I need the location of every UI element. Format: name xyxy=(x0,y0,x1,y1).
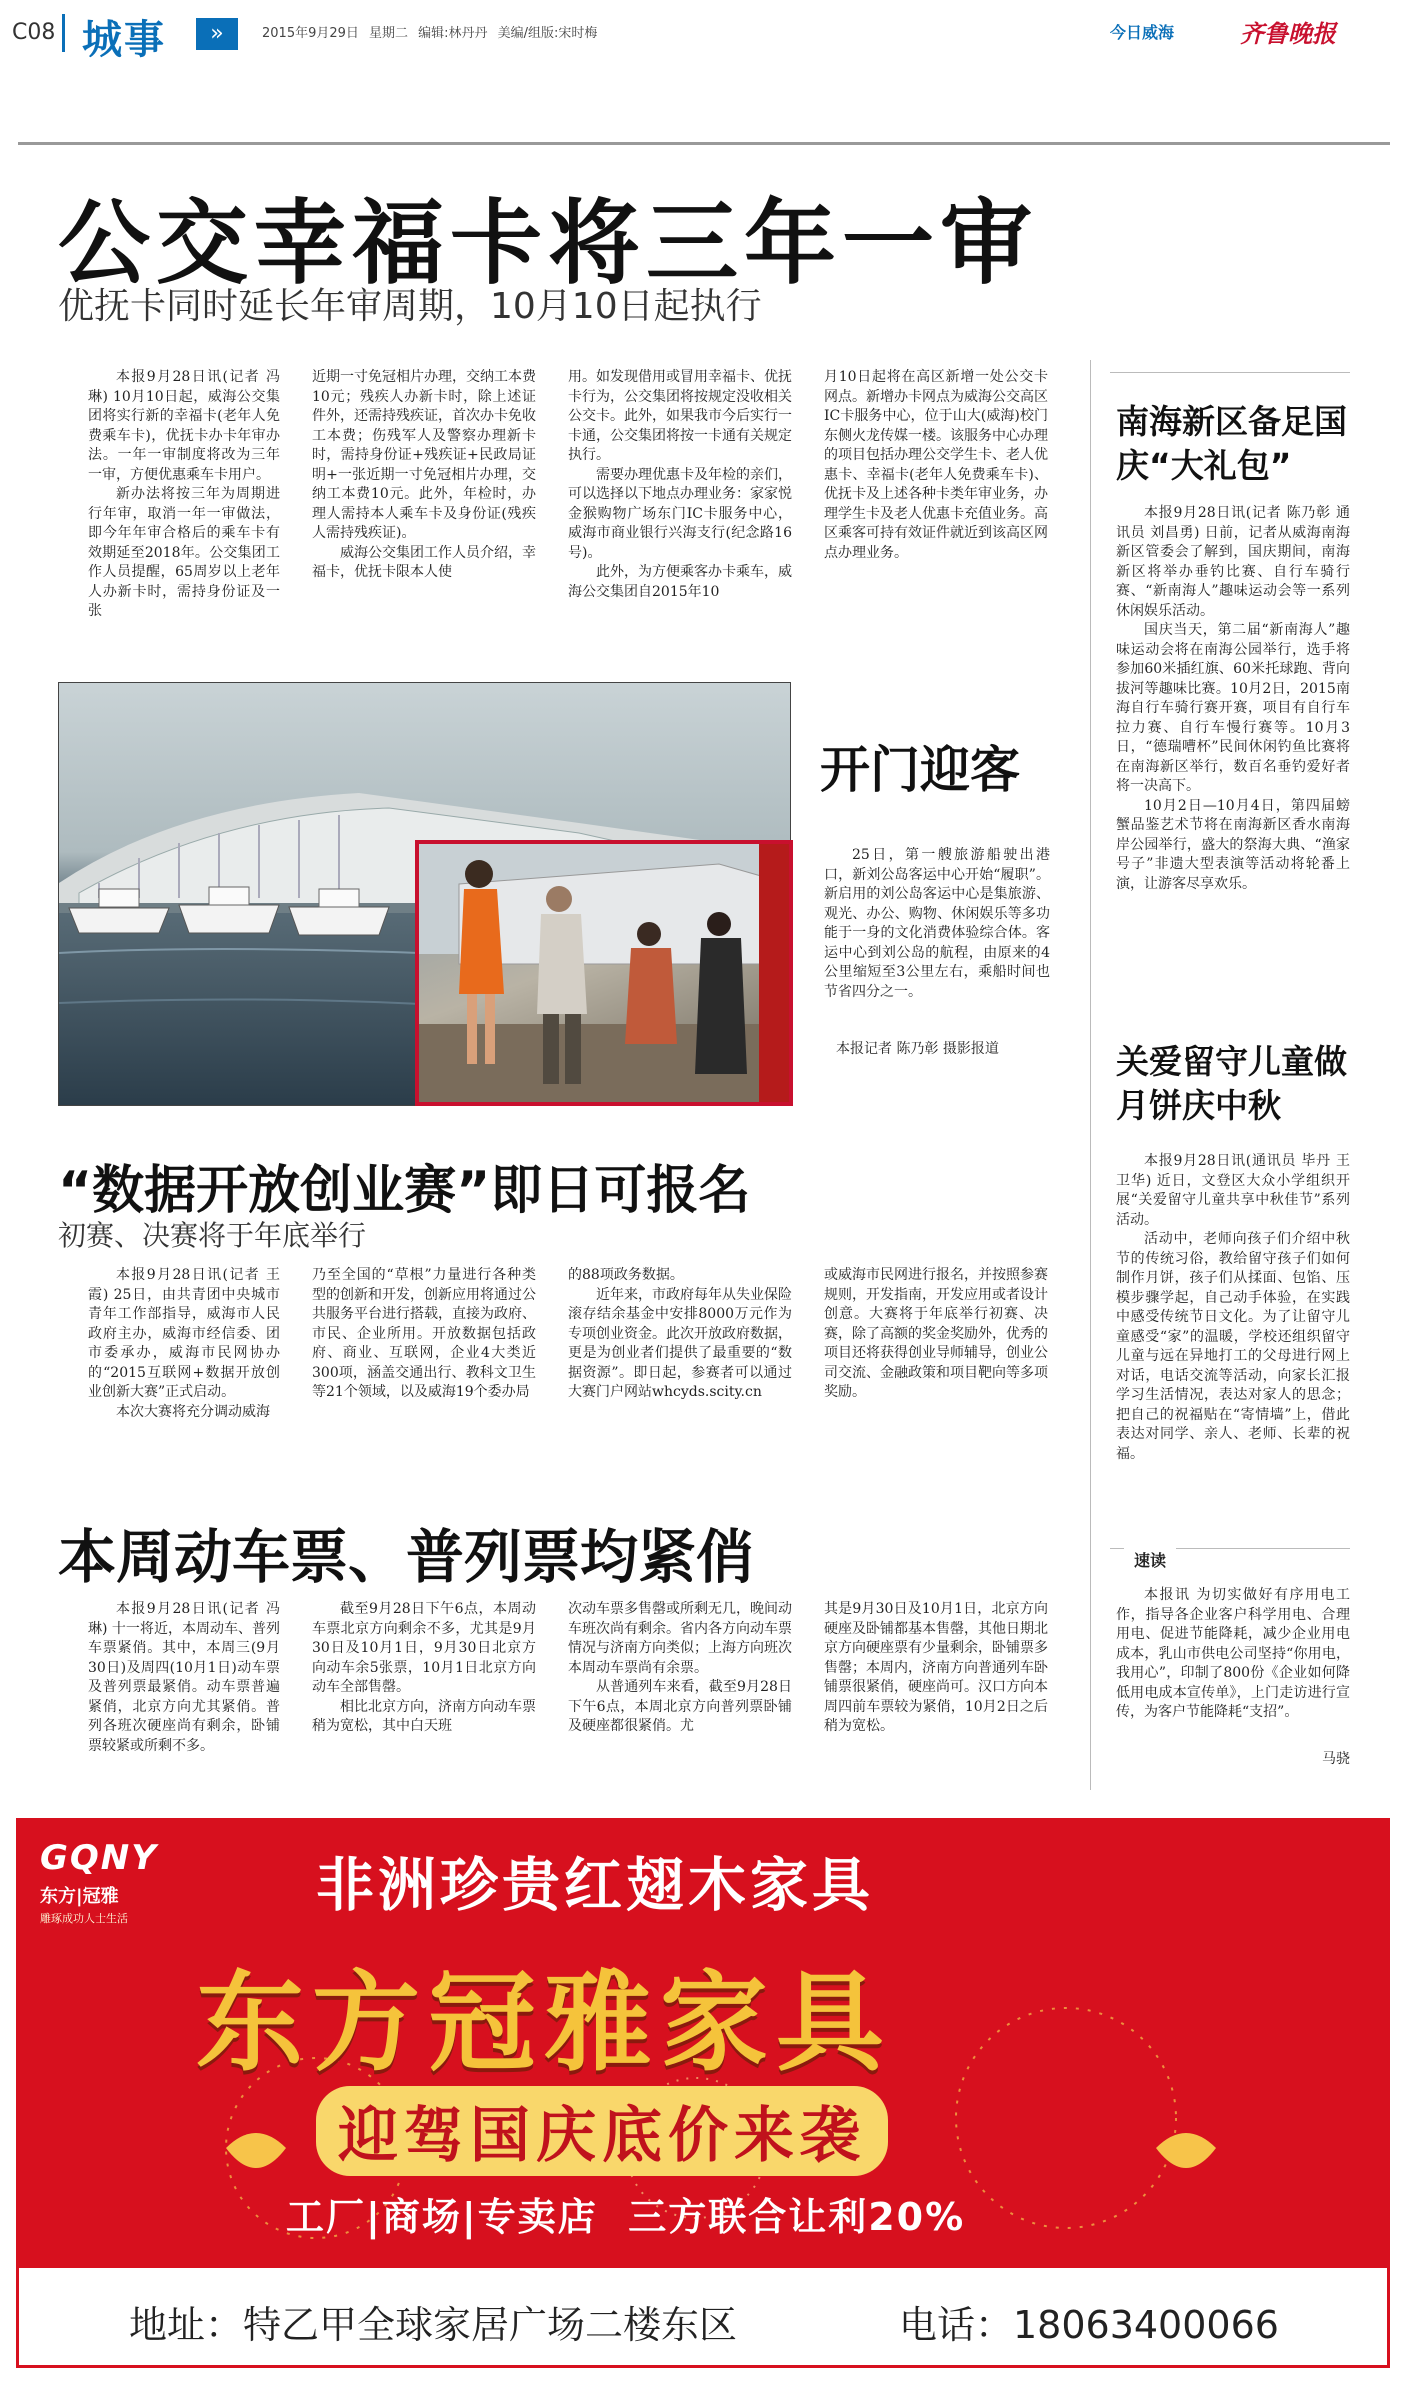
lead-column-4 xyxy=(824,368,1048,563)
story2-column-1 xyxy=(88,1266,280,1422)
issue-meta: 2015年9月29日 星期二 编辑:林丹丹 美编/组版:宋时梅 xyxy=(262,26,598,41)
brand-logo-cn: 东方|冠雅 xyxy=(40,1886,119,1907)
paragraph: 此外，为方便乘客办卡乘车，威海公交集团自2015年10 xyxy=(568,564,792,600)
paragraph: 乃至全国的“草根”力量进行各种类型的创新和开发，创新应用将通过公共服务平台进行搭载，直接为政府、市民、企业所用。开放数据包括政府、商业、互联网，企业4大类近300项，涵盖交通出行、教科文卫生等21个领域，以及威海19个委办局 xyxy=(312,1267,536,1400)
brand-slogan: 雕琢成功人士生活 xyxy=(40,1912,128,1925)
lead-subheadline: 优抚卡同时延长年审周期，10月10日起执行 xyxy=(58,286,762,327)
paragraph: 从普通列车来看，截至9月28日下午6点，本周北京方向普列票卧铺及硬座都很紧俏。尤 xyxy=(568,1679,792,1734)
story3-headline: 本周动车票、普列票均紧俏 xyxy=(58,1523,755,1591)
top-rule xyxy=(18,142,1390,145)
paragraph: 国庆当天，第二届“新南海人”趣味运动会将在南海公园举行，选手将参加60米插红旗、60米托球跑、背向拔河等趣味比赛。10月2日，2015南海自行车骑行赛开赛，项目有自行车拉力赛、自行车慢行赛等。10月3日，“德瑞嘈杯”民间休闲钓鱼比赛将在南海新区举行，数百名垂钓爱好者将一决高下。 xyxy=(1116,622,1350,794)
sidebar-rule xyxy=(1110,372,1350,373)
story3-column-2 xyxy=(312,1600,536,1737)
passengers-illustration xyxy=(419,844,789,1102)
story3-column-1 xyxy=(88,1600,280,1756)
photo-credit: 本报记者 陈乃彰 摄影报道 xyxy=(836,1041,999,1057)
paragraph: 活动中，老师向孩子们介绍中秋节的传统习俗，教给留守孩子们如何制作月饼，孩子们从揉面、包馅、压模步骤学起，自己动手体验，在实践中感受传统节日文化。为了让留守儿童感受“家”的温暖，学校还组织留守儿童与远在异地打工的父母进行网上对话，电话交流等活动，向家长汇报学习生活情况，表达对家人的思念；把自己的祝福贴在“寄情墙”上，借此表达对同学、亲人、老师、长辈的祝福。 xyxy=(1116,1231,1350,1462)
story3-column-3 xyxy=(568,1600,792,1737)
paragraph: 次动车票多售罄或所剩无几，晚间动车班次尚有剩余。省内各方向动车票情况与济南方向类似；上海方向班次本周动车票尚有余票。 xyxy=(568,1601,792,1676)
sidebar-divider xyxy=(1090,360,1091,1790)
paragraph: 需要办理优惠卡及年检的亲们，可以选择以下地点办理业务：家家悦金猴购物广场东门IC卡服务中心，威海市商业银行兴海支行(纪念路16号)。 xyxy=(568,466,792,561)
lead-column-2 xyxy=(312,368,536,583)
story2-column-4 xyxy=(824,1266,1048,1403)
paragraph: 本报9月28日讯(记者 冯琳) 10月10日起，威海公交集团将实行新的幸福卡(老年人免费乘车卡)，优抚卡办卡年审办法。一年一审制度将改为三年一审，方便优惠乘车卡用户。 xyxy=(88,369,280,483)
sidebar-story3-author: 马骁 xyxy=(1322,1751,1350,1767)
paragraph: 其是9月30日及10月1日，北京方向硬座及卧铺都基本售罄，其他日期北京方向硬座票有少量剩余，卧铺票多售罄；本周内，济南方向普通列车卧铺票很紧俏，硬座尚可。汉口方向本周四前车票较为紧俏，10月2日之后稍为宽松。 xyxy=(824,1601,1048,1734)
paragraph: 本次大赛将充分调动威海 xyxy=(116,1403,270,1420)
ad-headline-2: 东方冠雅家具 xyxy=(196,1961,893,2086)
lead-column-1 xyxy=(88,368,280,622)
ad-discount-line: 工厂|商场|专卖店 三方联合让利20% xyxy=(286,2195,966,2239)
ad-headline-3: 迎驾国庆底价来袭 xyxy=(316,2086,888,2176)
photo-story-body xyxy=(824,846,1050,1002)
story2-subheadline: 初赛、决赛将于年底举行 xyxy=(58,1219,367,1252)
paragraph: 本报讯 为切实做好有序用电工作，指导各企业客户科学用电、合理用电、促进节能降耗，减少企业用电成本，乳山市供电公司坚持“你用电，我用心”，印制了800份《企业如何降低用电成本宣传单》，上门走访进行宣传，为客户节能降耗“支招”。 xyxy=(1116,1587,1350,1720)
photo-story-headline: 开门迎客 xyxy=(820,741,1020,799)
paragraph: 新办法将按三年为周期进行年审，取消一年一审做法，即今年年审合格后的乘车卡有效期延至2018年。公交集团工作人员提醒，65周岁以上老年人办新卡时，需持身份证及一张 xyxy=(88,486,280,619)
paragraph: 10月2日—10月4日，第四届螃蟹品鉴艺术节将在南海新区香水南海岸公园举行，盛大的祭海大典、“渔家号子”非遗大型表演等活动将轮番上演，让游客尽享欢乐。 xyxy=(1116,797,1350,892)
paragraph: 本报9月28日讯(记者 冯琳) 十一将近，本周动车、普列车票紧俏。其中，本周三(9月30日)及周四(10月1日)动车票及普列票最紧俏。动车票普遍紧俏，北京方向尤其紧俏。普列各班次硬座尚有剩余，卧铺票较紧或所剩不多。 xyxy=(88,1601,280,1754)
masthead-divider xyxy=(62,14,65,52)
story2-column-2 xyxy=(312,1266,536,1403)
quick-read-tag: 速读 xyxy=(1124,1548,1176,1571)
paragraph: 25日，第一艘旅游船驶出港口，新刘公岛客运中心开始“履职”。新启用的刘公岛客运中心是集旅游、观光、办公、购物、休闲娱乐等多功能于一身的文化消费体验综合体。客运中心到刘公岛的航程，由原来的4公里缩短至3公里左右，乘船时间也节省四分之一。 xyxy=(824,847,1050,1000)
paragraph: 本报9月28日讯(通讯员 毕丹 王卫华) 近日，文登区大众小学组织开展“关爱留守儿童共享中秋佳节”系列活动。 xyxy=(1116,1153,1350,1228)
page-number: C08 xyxy=(12,20,56,45)
section-name: 城事 xyxy=(82,17,166,63)
ad-address: 地址：特乙甲全球家居广场二楼东区 xyxy=(129,2303,738,2347)
sidebar-story1-body xyxy=(1116,504,1350,894)
lead-headline: 公交幸福卡将三年一审 xyxy=(58,190,1039,297)
paragraph: 截至9月28日下午6点，本周动车票北京方向剩余不多，尤其是9月30日及10月1日，9月30日北京方向动车余5张票，10月1日北京方向动车全部售罄。 xyxy=(312,1601,536,1695)
sidebar-story3-body xyxy=(1116,1586,1350,1723)
sidebar-story2-body xyxy=(1116,1152,1350,1464)
boarding-inset-photo xyxy=(415,840,793,1106)
paragraph: 的88项政务数据。 xyxy=(568,1267,684,1283)
story2-headline: “数据开放创业赛”即日可报名 xyxy=(58,1161,751,1221)
paragraph: 近年来，市政府每年从失业保险滚存结余基金中安排8000万元作为专项创业资金。此次开放政府数据，更是为创业者们提供了最重要的“数据资源”。即日起，参赛者可以通过大赛门户网站whcyds.scity.cn xyxy=(568,1286,792,1400)
section-label: 今日威海 xyxy=(1110,23,1175,42)
paragraph: 用。如发现借用或冒用幸福卡、优抚卡行为，公交集团将按规定没收相关公交卡。此外，如果我市今后实行一卡通，公交集团将按一卡通有关规定执行。 xyxy=(568,369,792,463)
paragraph: 或威海市民网进行报名，并按照参赛规则，开发指南，开发应用或者设计创意。大赛将于年底举行初赛、决赛，除了高额的奖金奖励外，优秀的项目还将获得创业导师辅导，创业公司交流、金融政策和项目靶向等多项奖励。 xyxy=(824,1267,1048,1400)
paragraph: 相比北京方向，济南方向动车票稍为宽松，其中白天班 xyxy=(312,1698,536,1734)
story2-column-3 xyxy=(568,1266,792,1403)
ad-contact-bar xyxy=(16,2265,1390,2368)
newspaper-logo: 齐鲁晚报 xyxy=(1240,19,1336,48)
paragraph: 本报9月28日讯(记者 王霞) 25日，由共青团中央城市青年工作部指导，威海市人民政府主办，威海市经信委、团市委承办，威海市民网协办的“2015互联网+数据开放创业创新大赛”正式启动。 xyxy=(88,1267,280,1400)
section-arrow-icon: » xyxy=(196,18,238,50)
lead-column-3 xyxy=(568,368,792,602)
ad-headline-1: 非洲珍贵红翅木家具 xyxy=(316,1851,875,1919)
ad-phone[interactable]: 电话：18063400066 xyxy=(899,2303,1279,2347)
paragraph: 近期一寸免冠相片办理，交纳工本费10元；残疾人办新卡时，除上述证件外，还需持残疾证，首次办卡免收工本费；伤残军人及警察办理新卡时，需持身份证+残疾证+民政局证明+一张近期一寸免冠相片办理，交纳工本费10元。此外，年检时，办理人需持本人乘车卡及身份证(残疾人需持残疾证)。 xyxy=(312,369,536,541)
story3-column-4 xyxy=(824,1600,1048,1737)
sidebar-story2-headline: 关爱留守儿童做月饼庆中秋 xyxy=(1116,1042,1347,1125)
brand-logo-en: GQNY xyxy=(40,1838,158,1878)
paragraph: 本报9月28日讯(记者 陈乃彰 通讯员 刘昌勇) 日前，记者从威海南海新区管委会了解到，国庆期间，南海新区将举办垂钓比赛、自行车骑行赛、“新南海人”趣味运动会等一系列休闲娱乐活动。 xyxy=(1116,505,1350,619)
paragraph: 月10日起将在高区新增一处公交卡网点。新增办卡网点为威海公交高区IC卡服务中心，位于山大(威海)校门东侧火龙传媒一楼。该服务中心办理的项目包括办理公交学生卡、老人优惠卡、幸福卡(老年人免费乘车卡)、优抚卡及上述各种卡类年审业务，办理学生卡及老人优惠卡充值业务。高区乘客可持有效证件就近到该高区网点办理业务。 xyxy=(824,369,1048,561)
paragraph: 威海公交集团工作人员介绍，幸福卡，优抚卡限本人使 xyxy=(312,544,536,580)
sidebar-story1-headline: 南海新区备足国庆“大礼包” xyxy=(1116,402,1347,485)
